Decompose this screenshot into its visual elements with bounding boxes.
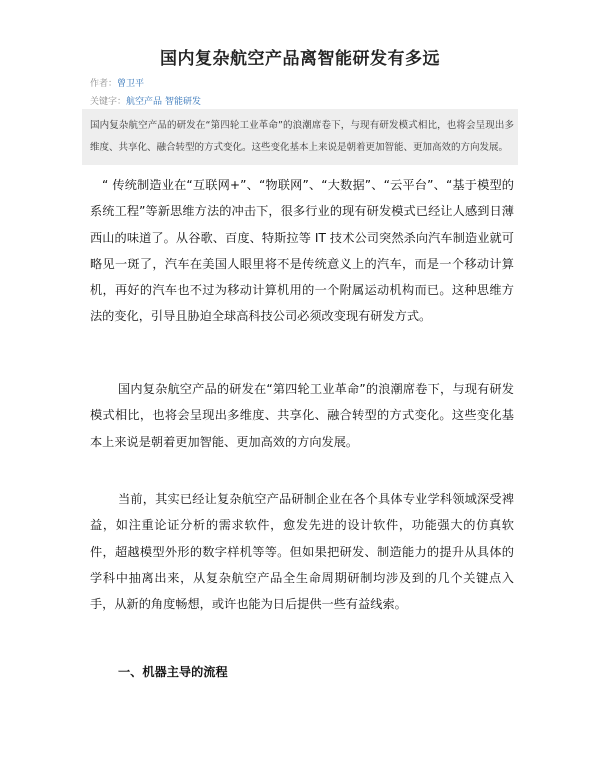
keyword-link[interactable]: 航空产品 — [126, 97, 163, 107]
summary-text: 国内复杂航空产品的研发在“第四轮工业革命”的浪潮席卷下，与现有研发模式相比，也将会呈现出多维度、共享化、融合转型的方式变化。这些变化基本上来说是朝着更加智能、更加高效的方向发展。 — [90, 120, 514, 153]
keyword-link[interactable]: 智能研发 — [165, 97, 202, 107]
summary-box — [82, 109, 518, 165]
author-line — [90, 76, 144, 89]
author-label: 作者： — [90, 79, 118, 89]
body-paragraph: “ 传统制造业在“互联网+”、“物联网”、“大数据”、“云平台”、“基于模型的系统工程”等新思维方法的冲击下，很多行业的现有研发模式已经让人感到日薄西山的味道了。从谷歌、百度、特斯拉等 IT 技术公司突然杀向汽车制造业就可略见一斑了，汽车在美国人眼里将不是传统意义上的汽车，而是一个移动计算机，再好的汽车也不过为移动计算机用的一个附属运动机构而已。这种思维方法的变化，引导且胁迫全球高科技公司必须改变现有研发方式。 — [90, 178, 514, 324]
keywords-label: 关键字： — [90, 97, 127, 107]
author-link[interactable]: 曾卫平 — [117, 79, 145, 89]
keywords-line — [90, 94, 201, 107]
section-heading: 一、机器主导的流程 — [118, 665, 228, 679]
body-paragraph: 国内复杂航空产品的研发在“第四轮工业革命”的浪潮席卷下，与现有研发模式相比，也将会呈现出多维度、共享化、融合转型的方式变化。这些变化基本上来说是朝着更加智能、更加高效的方向发展。 — [90, 382, 514, 449]
article-title: 国内复杂航空产品离智能研发有多远 — [160, 49, 440, 69]
body-paragraph: 当前，其实已经让复杂航空产品研制企业在各个具体专业学科领域深受裨益，如注重论证分析的需求软件，愈发先进的设计软件，功能强大的仿真软件，超越模型外形的数字样机等等。但如果把研发、制造能力的提升从具体的学科中抽离出来，从复杂航空产品全生命周期研制均涉及到的几个关键点入手，从新的角度畅想，或许也能为日后提供一些有益线索。 — [90, 492, 514, 612]
